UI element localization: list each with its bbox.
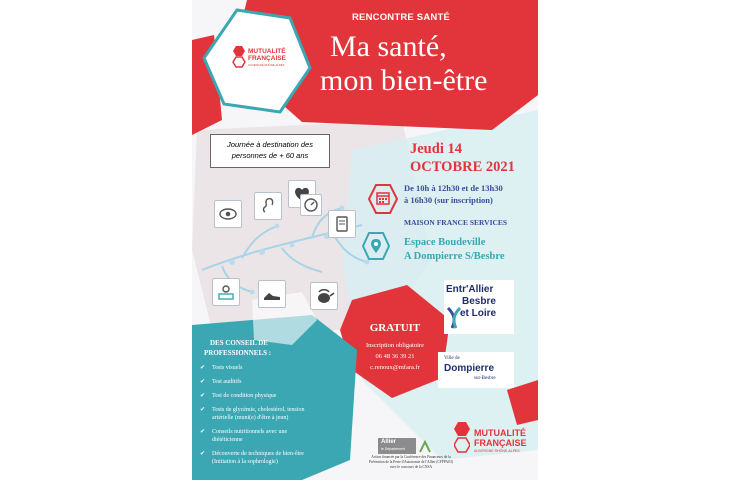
- price-phone: 06 48 36 39 21: [375, 353, 415, 360]
- audience-line-1: Journée à destination des: [227, 140, 313, 149]
- tablet-icon: [329, 211, 355, 237]
- check-icon: ✔: [200, 451, 206, 457]
- allier-arrow-icon: [418, 440, 432, 454]
- shoe-box: [258, 280, 286, 308]
- eye-test-box: [214, 200, 242, 228]
- price-email[interactable]: c.renoux@mfara.fr: [370, 364, 420, 371]
- advice-item-text: Conseils nutritionnels avec une diététicienne: [212, 429, 288, 443]
- check-icon: ✔: [200, 429, 206, 435]
- event-time-line-2: à 16h30 (sur inscription): [404, 195, 493, 205]
- event-time-line-1: De 10h à 12h30 et de 13h30: [404, 183, 503, 193]
- allier-logo: [378, 438, 416, 454]
- event-venue: MAISON FRANCE SERVICES: [404, 218, 508, 227]
- entrallier-line-1: Entr'Allier: [446, 284, 494, 295]
- eye-icon: [215, 201, 241, 227]
- location-pin-icon: [362, 232, 390, 260]
- event-place: [404, 236, 505, 264]
- advice-title-line-2: PROFESSIONNELS :: [204, 349, 272, 357]
- teapot-icon: [311, 283, 337, 309]
- dompierre-logo: [438, 352, 514, 388]
- sneaker-icon: [259, 281, 285, 307]
- event-place-line-1: Espace Boudeville: [404, 237, 486, 248]
- check-icon: ✔: [200, 379, 206, 385]
- page-title: [320, 30, 487, 98]
- event-date: [410, 140, 515, 176]
- advice-item-text: Découverte de techniques de bien-être (Initiation à la sophrologie): [212, 451, 304, 465]
- check-icon: ✔: [200, 393, 206, 399]
- advice-item: [200, 428, 318, 444]
- event-place-line-2: A Dompierre S/Besbre: [404, 251, 505, 262]
- logo-bottom-line2: FRANÇAISE: [474, 438, 527, 448]
- teapot-box: [310, 282, 338, 310]
- title-line-1: Ma santé,: [330, 30, 447, 63]
- health-box-2: [300, 194, 322, 216]
- allier-sub: le Département: [381, 447, 405, 451]
- title-line-2: mon bien-être: [320, 64, 488, 97]
- advice-item: [200, 392, 318, 400]
- logo-bottom-tagline: AUVERGNE RHÔNE-ALPES: [474, 449, 520, 453]
- blood-pressure-icon: [301, 195, 321, 215]
- logo-top-line2: FRANÇAISE: [248, 55, 286, 62]
- logo-bottom-line1: MUTUALITÉ: [474, 428, 526, 438]
- advice-item-text: Test auditifs: [212, 379, 242, 385]
- allier-name: Allier: [381, 439, 397, 445]
- event-date-line-2: OCTOBRE 2021: [410, 159, 515, 175]
- logo-top-tagline: AUVERGNE RHÔNE-ALPES: [248, 63, 285, 67]
- price-signup: Inscription obligatoire: [366, 342, 424, 349]
- header-kicker: RENCONTRE SANTÉ: [352, 12, 451, 23]
- advice-item-text: Tests de glycémie, cholestérol, tension artérielle (muni(e) d'être à jeun): [212, 407, 305, 421]
- hearing-test-box: [254, 192, 282, 220]
- advice-item-text: Tests visuels: [212, 365, 243, 371]
- price-label: GRATUIT: [369, 322, 421, 334]
- audience-box: [210, 134, 330, 168]
- event-date-line-1: Jeudi 14: [410, 141, 462, 157]
- check-icon: ✔: [200, 365, 206, 371]
- dompierre-name: Dompierre: [444, 363, 495, 374]
- advice-title: [204, 338, 271, 358]
- advice-item: [200, 364, 318, 372]
- poster: [192, 0, 538, 480]
- advice-item: [200, 378, 318, 386]
- scale-icon: [213, 279, 239, 305]
- scale-box: [212, 278, 240, 306]
- event-time: [404, 182, 503, 206]
- mutualite-logo-bottom: [454, 420, 534, 456]
- advice-list: [200, 364, 318, 472]
- tablet-box: [328, 210, 356, 238]
- mutualite-bottom-hex-icon: [454, 422, 470, 454]
- advice-item: [200, 450, 318, 466]
- entrallier-line-2: Besbre: [462, 296, 496, 307]
- advice-title-line-1: DES CONSEIL DE: [210, 339, 268, 347]
- calendar-icon: [368, 184, 398, 214]
- mutualite-logo-top: [228, 44, 298, 74]
- mutualite-hex-icon: [232, 46, 246, 68]
- logo-top-line1: MUTUALITÉ: [248, 48, 286, 55]
- advice-item: [200, 406, 318, 422]
- check-icon: ✔: [200, 407, 206, 413]
- entrallier-logo: [444, 280, 514, 334]
- dompierre-small: Ville de: [444, 356, 460, 361]
- dompierre-sub: sur-Besbre: [474, 376, 496, 381]
- audience-line-2: personnes de + 60 ans: [231, 151, 309, 160]
- advice-item-text: Test de condition physique: [212, 393, 277, 399]
- ear-icon: [255, 193, 281, 219]
- funding-text: Action financée par la Conférence des Financeurs de la Prévention de la Perte d'Autonomie de l'Allier (CFPPA03) avec le concours de la CNSA: [369, 455, 453, 469]
- entrallier-line-3: et Loire: [460, 308, 497, 319]
